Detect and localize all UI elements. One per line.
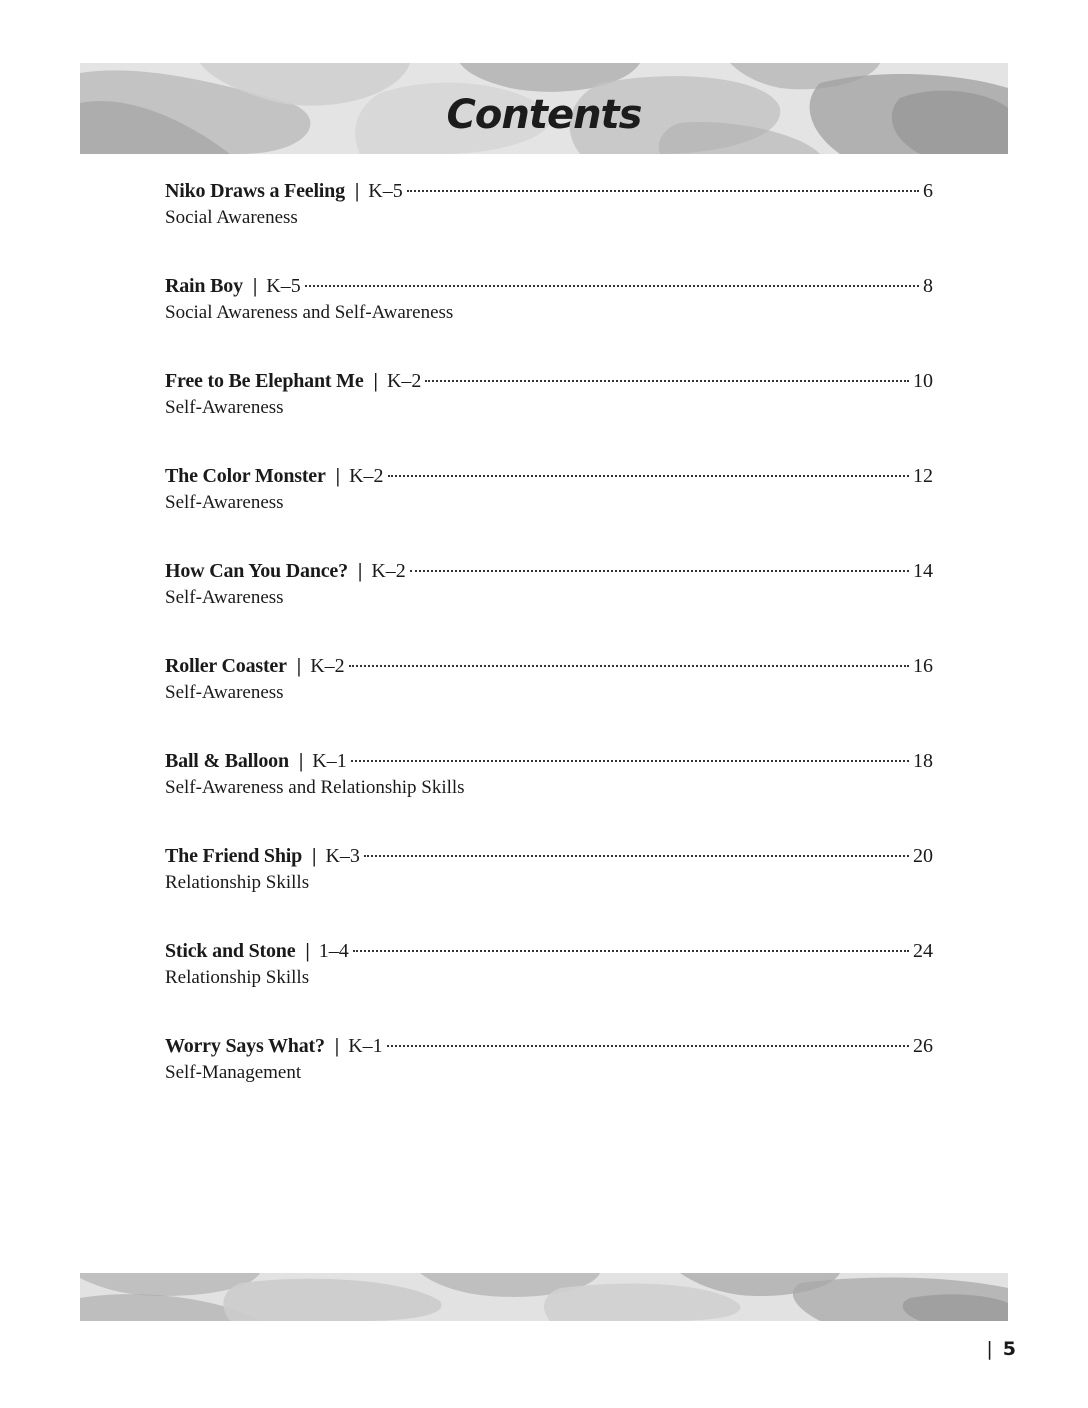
entry-separator: |	[335, 465, 341, 487]
entry-page-number: 24	[913, 940, 933, 962]
toc-entry-line	[165, 273, 933, 299]
entry-title: Worry Says What?	[165, 1035, 325, 1057]
entry-separator: |	[252, 275, 258, 297]
entry-title: Roller Coaster	[165, 655, 287, 677]
folio-separator: |	[986, 1338, 993, 1360]
entry-separator: |	[296, 655, 302, 677]
toc-entry[interactable]	[165, 843, 933, 938]
toc-entry-line	[165, 368, 933, 394]
entry-title: How Can You Dance?	[165, 560, 348, 582]
entry-grade: K–5	[266, 275, 301, 297]
entry-page-number: 14	[913, 560, 933, 582]
toc-entry-line	[165, 843, 933, 869]
entry-page-number: 6	[923, 180, 933, 202]
dot-leader	[353, 950, 909, 952]
toc-entry-line	[165, 1033, 933, 1059]
dot-leader	[425, 380, 909, 382]
toc-entry[interactable]	[165, 653, 933, 748]
dot-leader	[407, 190, 919, 192]
entry-category: Social Awareness	[165, 207, 298, 228]
toc-entry[interactable]	[165, 748, 933, 843]
toc-entry[interactable]	[165, 273, 933, 368]
entry-separator: |	[305, 940, 310, 962]
toc-entry-line	[165, 748, 933, 774]
entry-separator: |	[312, 845, 317, 867]
entry-category: Self-Management	[165, 1062, 302, 1083]
entry-title: Stick and Stone	[165, 940, 296, 962]
entry-category: Self-Awareness	[165, 587, 284, 608]
entry-separator: |	[354, 180, 360, 202]
entry-category: Self-Awareness	[165, 397, 284, 418]
dot-leader	[349, 665, 909, 667]
watercolor-texture	[80, 1273, 1008, 1321]
entry-title: Niko Draws a Feeling	[165, 180, 345, 202]
dot-leader	[388, 475, 909, 477]
entry-category: Relationship Skills	[165, 872, 310, 893]
dot-leader	[305, 285, 919, 287]
entry-title: The Friend Ship	[165, 845, 303, 867]
entry-page-number: 18	[913, 750, 933, 772]
dot-leader	[387, 1045, 909, 1047]
entry-page-number: 26	[913, 1035, 933, 1057]
entry-page-number: 8	[923, 275, 933, 297]
dot-leader	[364, 855, 909, 857]
toc-entry-line	[165, 558, 933, 584]
entry-category: Self-Awareness	[165, 682, 284, 703]
folio-page-number: 5	[1002, 1338, 1016, 1360]
toc-entry-line	[165, 938, 933, 964]
toc-entry-line	[165, 178, 933, 204]
entry-grade: K–2	[371, 560, 406, 582]
entry-title: The Color Monster	[165, 465, 326, 487]
entry-title: Ball & Balloon	[165, 750, 289, 772]
entry-title: Free to Be Elephant Me	[165, 370, 364, 392]
entry-category: Self-Awareness	[165, 492, 284, 513]
entry-grade: K–1	[312, 750, 347, 772]
toc-entry[interactable]	[165, 463, 933, 558]
table-of-contents	[165, 178, 933, 1128]
entry-separator: |	[357, 560, 363, 582]
entry-separator: |	[373, 370, 378, 392]
entry-page-number: 12	[913, 465, 933, 487]
entry-grade: K–3	[325, 845, 360, 867]
entry-grade: K–2	[310, 655, 345, 677]
entry-category: Self-Awareness and Relationship Skills	[165, 777, 465, 798]
entry-grade: K–2	[386, 370, 422, 392]
toc-entry[interactable]	[165, 558, 933, 653]
toc-entry[interactable]	[165, 1033, 933, 1128]
entry-grade: 1–4	[318, 940, 349, 962]
entry-page-number: 16	[913, 655, 933, 677]
toc-entry[interactable]	[165, 368, 933, 463]
toc-entry-line	[165, 463, 933, 489]
entry-grade: K–1	[348, 1035, 383, 1057]
page-number-footer	[986, 1338, 1016, 1360]
entry-separator: |	[334, 1035, 340, 1057]
entry-separator: |	[298, 750, 304, 772]
toc-entry-line	[165, 653, 933, 679]
entry-page-number: 10	[913, 370, 933, 392]
header-banner	[80, 63, 1008, 154]
entry-category: Social Awareness and Self-Awareness	[165, 302, 454, 323]
entry-grade: K–5	[368, 180, 403, 202]
entry-title: Rain Boy	[165, 275, 243, 297]
entry-grade: K–2	[349, 465, 384, 487]
footer-banner	[80, 1273, 1008, 1321]
toc-entry[interactable]	[165, 178, 933, 273]
toc-entry[interactable]	[165, 938, 933, 1033]
entry-category: Relationship Skills	[165, 967, 310, 988]
dot-leader	[410, 570, 909, 572]
entry-page-number: 20	[913, 845, 933, 867]
dot-leader	[351, 760, 909, 762]
page-title: Contents	[446, 91, 642, 138]
